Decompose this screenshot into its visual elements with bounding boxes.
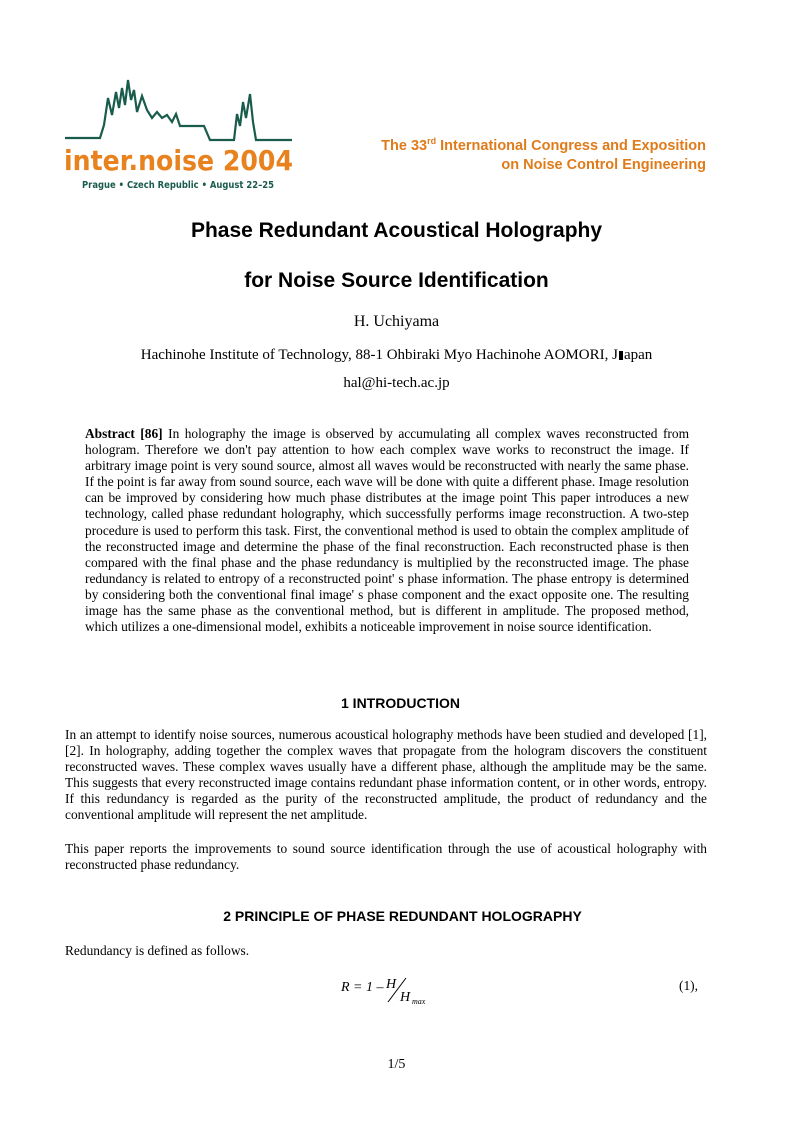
author-affiliation bbox=[0, 347, 793, 364]
page-number: 1/5 bbox=[387, 1057, 406, 1072]
section-heading-principle: 2 PRINCIPLE OF PHASE REDUNDANT HOLOGRAPHY bbox=[223, 908, 582, 924]
author-email: hal@hi-tech.ac.jp bbox=[343, 375, 450, 391]
equation-lhs: R = 1 – bbox=[341, 980, 384, 995]
principle-paragraph-1: Redundancy is defined as follows. bbox=[65, 943, 250, 958]
introduction-paragraph-1: In an attempt to identify noise sources, numerous acoustical holography methods have been studied and developed [1], [2]. In holography, adding together the complex waves that propagate from the hologram discovers the constituent reconstructed waves. These complex waves usually have a different phase, although the amplitude may be the same. This suggests that every reconstructed image contains redundant phase information content, or in other words, entropy. If this redundancy is regarded as the purity of the reconstructed amplitude, the product of redundancy and the conventional amplitude will represent the net amplitude. bbox=[65, 727, 707, 823]
equation-numerator: H bbox=[386, 977, 397, 992]
section-heading-introduction: 1 INTRODUCTION bbox=[341, 695, 460, 711]
congress-ordinal-suffix: rd bbox=[427, 136, 437, 146]
scan-artifact bbox=[619, 351, 623, 360]
skyline-wave-icon bbox=[65, 80, 292, 140]
equation-1 bbox=[340, 975, 450, 1007]
congress-ordinal: The 33 bbox=[381, 138, 428, 154]
congress-name: International Congress and Exposition bbox=[436, 138, 706, 154]
paper-title-line-2: for Noise Source Identification bbox=[244, 269, 549, 292]
congress-line-1 bbox=[381, 137, 706, 156]
equation-subscript: max bbox=[412, 997, 426, 1006]
author-name: H. Uchiyama bbox=[353, 313, 440, 330]
introduction-paragraph-2: This paper reports the improvements to sound source identification through the use of acoustical holography with reconstructed phase redundancy. bbox=[65, 841, 707, 873]
abstract-text: In holography the image is observed by accumulating all complex waves reconstructed from hologram. Therefore we don't pay attention to how each complex wave works to reconstruct the image. If arbitrary image point is very sound source, almost all waves would be reconstructed with nearly the same phase. If the point is far away from sound source, each wave will be done with quite a different phase. Image resolution can be improved by considering how much phase distributes at the image point This paper introduces a new technology, called phase redundant holography, which successfully performs image reconstruction. A two-step procedure is used to perform this task. First, the conventional method is used to obtain the complex amplitude of the reconstructed image and determine the phase of the final reconstruction. Each reconstructed phase is then compared with the final phase and the phase redundancy is multiplied by the reconstructed image. The phase redundancy is related to entropy of a reconstructed point' s phase information. The phase entropy is determined by considering both the conventional final image' s phase component and the exact opposite one. The resulting image has the same phase as the conventional method, but is different in amplitude. The proposed method, which utilizes a one-dimensional model, exhibits a noticeable improvement in noise source identification. bbox=[85, 426, 689, 635]
paper-title-line-1: Phase Redundant Acoustical Holography bbox=[190, 219, 603, 242]
abstract bbox=[85, 426, 689, 635]
logo-wordmark: inter.noise 2004 bbox=[64, 145, 293, 177]
congress-header bbox=[381, 137, 706, 175]
congress-line-2: on Noise Control Engineering bbox=[501, 157, 706, 173]
logo-tagline: Prague • Czech Republic • August 22–25 bbox=[82, 180, 274, 191]
equation-number: (1), bbox=[679, 978, 698, 993]
affiliation-text-end: apan bbox=[623, 347, 653, 363]
affiliation-text: Hachinohe Institute of Technology, 88-1 Ohbiraki Myo Hachinohe AOMORI, J bbox=[140, 347, 618, 363]
equation-denominator: H bbox=[400, 990, 411, 1005]
inter-noise-2004-logo bbox=[64, 70, 296, 195]
abstract-label: Abstract [86] bbox=[85, 426, 163, 441]
